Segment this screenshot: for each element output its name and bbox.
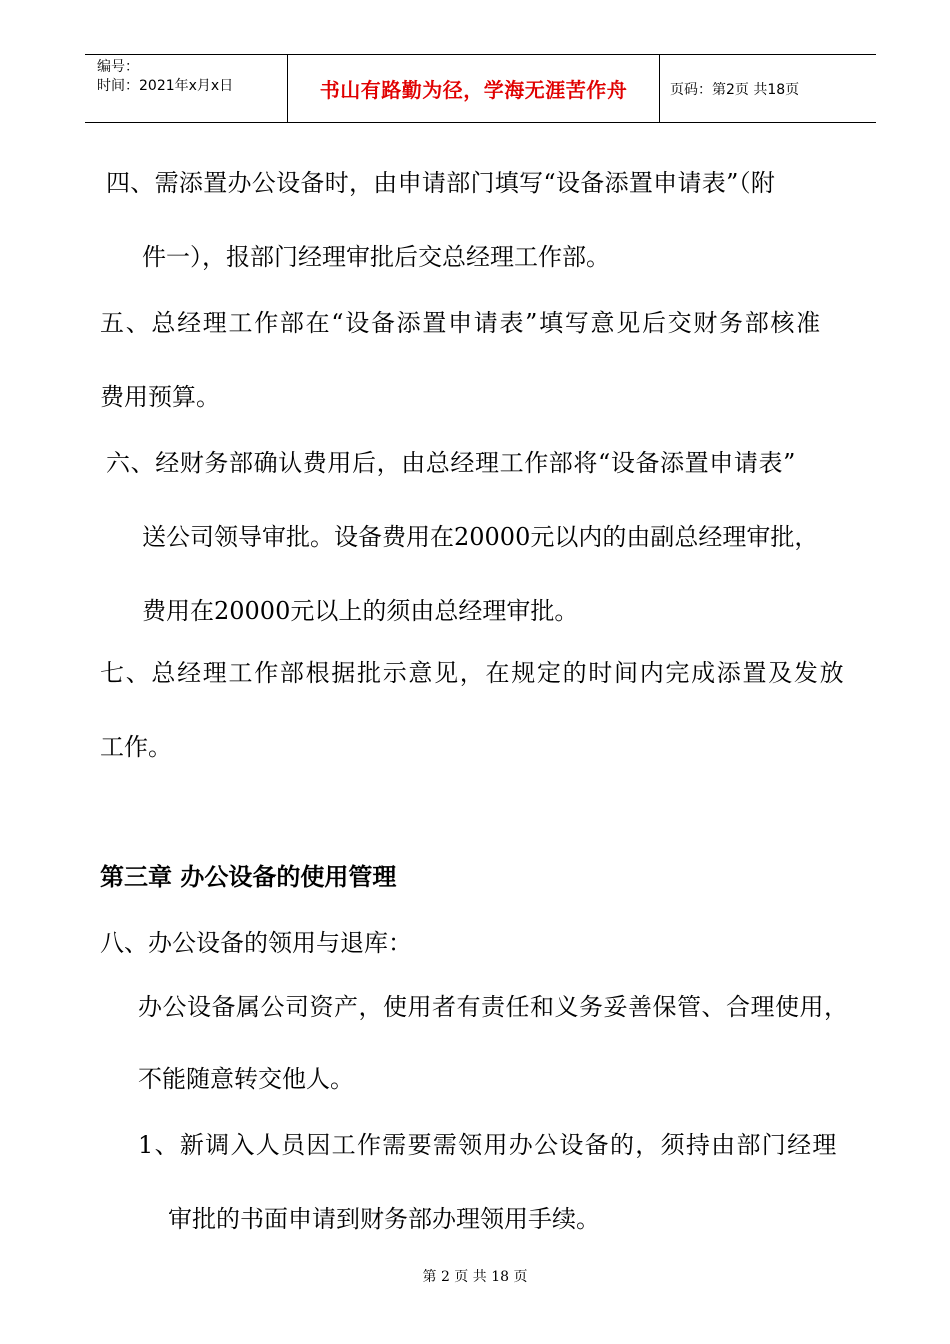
- chapter-heading: 第三章 办公设备的使用管理: [100, 863, 397, 891]
- page-header: [85, 54, 876, 123]
- header-meta: [85, 55, 287, 122]
- header-motto: 书山有路勤为径，学海无涯苦作舟: [319, 78, 628, 102]
- paragraph-line: 件一），报部门经理审批后交总经理工作部。: [142, 243, 610, 271]
- paragraph-line: 费用预算。: [100, 383, 220, 411]
- paragraph-line: 五、总经理工作部在“设备添置申请表”填写意见后交财务部核准: [100, 309, 822, 337]
- paragraph-line: 工作。: [100, 733, 172, 761]
- document-number: 编号：: [97, 59, 139, 75]
- paragraph-line: 费用在20000元以上的须由总经理审批。: [142, 597, 579, 625]
- header-motto-cell: [287, 55, 660, 122]
- header-page-code: 页码：第2页 共18页: [670, 81, 800, 98]
- section-heading: 八、办公设备的领用与退库：: [100, 929, 412, 957]
- paragraph-line: 审批的书面申请到财务部办理领用手续。: [168, 1205, 600, 1233]
- document-time: 时间：2021年x月x日: [97, 78, 234, 94]
- paragraph-line: 不能随意转交他人。: [138, 1065, 354, 1093]
- paragraph-line: 四、需添置办公设备时，由申请部门填写“设备添置申请表”（附: [106, 169, 776, 197]
- paragraph-line: 1、新调入人员因工作需要需领用办公设备的，须持由部门经理: [138, 1131, 838, 1159]
- page-footer: 第 2 页 共 18 页: [422, 1269, 528, 1285]
- paragraph-line: 六、经财务部确认费用后，由总经理工作部将“设备添置申请表”: [106, 449, 796, 477]
- paragraph-line: 办公设备属公司资产，使用者有责任和义务妥善保管、合理使用，: [138, 993, 849, 1021]
- paragraph-line: 七、总经理工作部根据批示意见，在规定的时间内完成添置及发放: [100, 659, 846, 687]
- paragraph-line: 送公司领导审批。设备费用在20000元以内的由副总经理审批，: [142, 523, 819, 551]
- header-page-cell: [660, 55, 876, 122]
